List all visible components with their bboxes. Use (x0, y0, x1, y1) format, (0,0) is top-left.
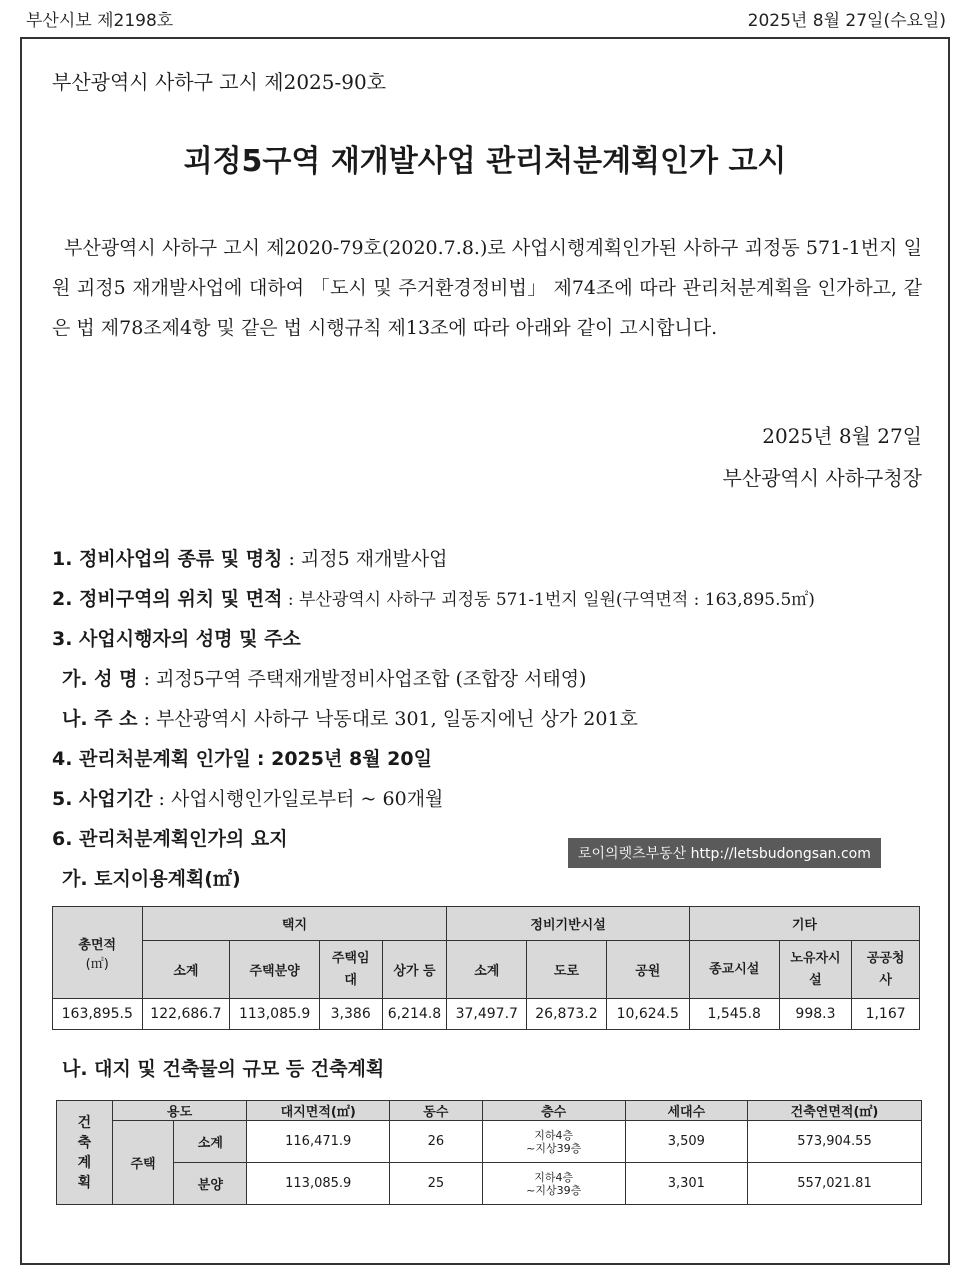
page-title: 괴정5구역 재개발사업 관리처분계획인가 고시 (183, 144, 787, 179)
item-2 (52, 584, 815, 611)
item-6 (52, 824, 288, 851)
item-4-value: : 2025년 8월 20일 (256, 748, 432, 770)
subtotal-floor-area: 573,904.55 (748, 1121, 922, 1163)
col-subtotal-2: 소계 (447, 941, 527, 999)
total-area-unit: (㎡) (85, 956, 109, 972)
header-households: 세대수 (625, 1101, 747, 1121)
item-4 (52, 744, 432, 771)
item-1-value: : 괴정5 재개발사업 (288, 548, 448, 570)
watermark-banner: 로이의렛츠부동산 http://letsbudongsan.com (568, 838, 881, 868)
cell-housing-rent: 3,386 (319, 999, 382, 1030)
gazette-number: 부산시보 제2198호 (26, 11, 174, 31)
item-3b-value: : 부산광역시 사하구 낙동대로 301, 일동지에닌 상가 201호 (143, 708, 638, 730)
item-2-label: 2. 정비구역의 위치 및 면적 (52, 588, 283, 610)
notice-number: 부산광역시 사하구 고시 제2025-90호 (52, 70, 387, 94)
sale-floor-area: 557,021.81 (748, 1163, 922, 1205)
row-subtotal-label: 소계 (174, 1121, 247, 1163)
item-3b-label: 나. 주 소 (62, 708, 138, 730)
intro-paragraph (52, 228, 922, 348)
header-floor-area: 건축연면적(㎡) (748, 1101, 922, 1121)
cell-housing-sale: 113,085.9 (230, 999, 320, 1030)
sale-site-area: 113,085.9 (247, 1163, 390, 1205)
total-area-label: 총면적 (78, 937, 117, 953)
subtotal-site-area: 116,471.9 (247, 1121, 390, 1163)
col-public: 공공청사 (852, 941, 920, 999)
col-housing-sale: 주택분양 (230, 941, 320, 999)
item-5 (52, 784, 443, 811)
item-6a (62, 864, 241, 891)
item-1 (52, 544, 448, 571)
item-3 (52, 624, 301, 651)
item-1-label: 1. 정비사업의 종류 및 명칭 (52, 548, 283, 570)
item-5-value: : 사업시행인가일로부터 ~ 60개월 (158, 788, 444, 810)
item-3a (62, 664, 586, 691)
header-site-area: 대지면적(㎡) (247, 1101, 390, 1121)
building-plan-side-label (57, 1101, 113, 1205)
item-6b-label: 나. 대지 및 건축물의 규모 등 건축계획 (62, 1058, 385, 1080)
sale-buildings: 25 (390, 1163, 483, 1205)
intro-text: 부산광역시 사하구 고시 제2020-79호(2020.7.8.)로 사업시행계획인가된 사하구 괴정동 571-1번지 일원 괴정5 재개발사업에 대하여 「도시 및 주거환경정비법」 제74조에 따라 관리처분계획을 인가하고, 같은 법 제78조제4항 및 같은 법 시행규칙 제13조에 따라 아래와 같이 고시합니다. (52, 237, 922, 339)
housing-label: 주택 (112, 1121, 174, 1205)
cell-subtotal-2: 37,497.7 (447, 999, 527, 1030)
col-shops: 상가 등 (382, 941, 447, 999)
sale-floors (482, 1163, 625, 1205)
total-area-header (53, 907, 143, 999)
cell-subtotal-1: 122,686.7 (142, 999, 230, 1030)
group-housing-site: 택지 (142, 907, 447, 941)
cell-shops: 6,214.8 (382, 999, 447, 1030)
cell-park: 10,624.5 (606, 999, 689, 1030)
item-3b (62, 704, 638, 731)
item-5-label: 5. 사업기간 (52, 788, 153, 810)
sign-date: 2025년 8월 27일 (762, 424, 922, 448)
cell-religious: 1,545.8 (689, 999, 779, 1030)
cell-elderly: 998.3 (779, 999, 852, 1030)
header-buildings: 동수 (390, 1101, 483, 1121)
building-plan-table (56, 1100, 922, 1205)
col-park: 공원 (606, 941, 689, 999)
sale-floors-below: 지하4층 (534, 1170, 574, 1184)
header-use: 용도 (112, 1101, 247, 1121)
item-6b (62, 1054, 384, 1081)
subtotal-buildings: 26 (390, 1121, 483, 1163)
col-elderly: 노유자시설 (779, 941, 852, 999)
subtotal-floors-below: 지하4층 (534, 1128, 574, 1142)
group-infrastructure: 정비기반시설 (447, 907, 689, 941)
issuer: 부산광역시 사하구청장 (722, 466, 922, 490)
header-floors: 층수 (482, 1101, 625, 1121)
item-6a-label: 가. 토지이용계획(㎡) (62, 868, 241, 890)
gazette-date: 2025년 8월 27일(수요일) (747, 11, 946, 31)
subtotal-floors (482, 1121, 625, 1163)
subtotal-floors-above: ~지상39층 (526, 1141, 582, 1155)
item-3a-value: : 괴정5구역 주택재개발정비사업조합 (조합장 서태영) (143, 668, 587, 690)
cell-public: 1,167 (852, 999, 920, 1030)
side-label-text: 건축계획 (77, 1114, 92, 1191)
row-sale-label: 분양 (174, 1163, 247, 1205)
col-road: 도로 (527, 941, 607, 999)
subtotal-households: 3,509 (625, 1121, 747, 1163)
item-2-value: : 부산광역시 사하구 괴정동 571-1번지 일원(구역면적 : 163,895.5㎡) (287, 590, 815, 610)
sale-floors-above: ~지상39층 (526, 1183, 582, 1197)
item-3a-label: 가. 성 명 (62, 668, 138, 690)
item-4-label: 4. 관리처분계획 인가일 (52, 748, 251, 770)
item-3-label: 3. 사업시행자의 성명 및 주소 (52, 628, 301, 650)
item-6-label: 6. 관리처분계획인가의 요지 (52, 828, 288, 850)
col-subtotal-1: 소계 (142, 941, 230, 999)
col-housing-rent: 주택임대 (319, 941, 382, 999)
land-use-table (52, 906, 920, 1030)
group-other: 기타 (689, 907, 919, 941)
col-religious: 종교시설 (689, 941, 779, 999)
cell-total-area: 163,895.5 (53, 999, 143, 1030)
sale-households: 3,301 (625, 1163, 747, 1205)
cell-road: 26,873.2 (527, 999, 607, 1030)
